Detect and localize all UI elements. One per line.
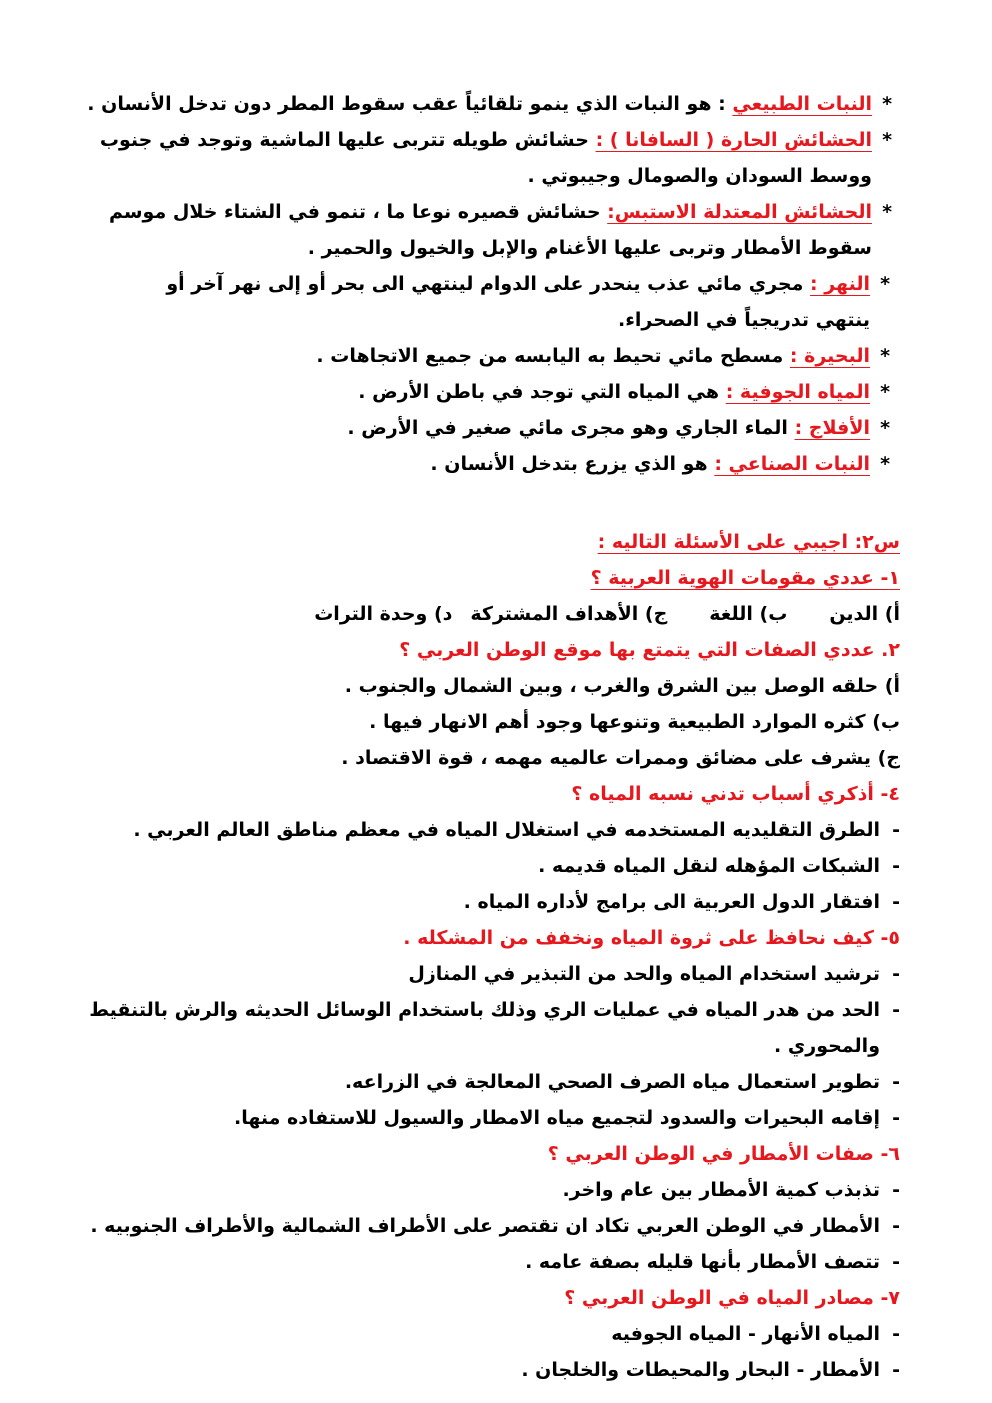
dash-bullet: -	[892, 1215, 900, 1237]
section-gap	[92, 482, 900, 524]
option: ج) الأهداف المشتركة	[470, 603, 668, 625]
answer-continuation: والمحوري .	[774, 1035, 880, 1057]
definition-text: مجري مائي عذب ينحدر على الدوام لينتهي الى بحر أو إلى نهر آخر أو	[166, 273, 804, 295]
bullet-star-icon: *	[880, 345, 890, 367]
definition-text: حشائش طويله تتربى عليها الماشية وتوجد في جنوب	[99, 129, 589, 151]
worksheet-page	[87, 86, 900, 1388]
option: د) وحدة التراث	[314, 603, 453, 625]
definition-term: الحشائش المعتدلة الاستبس:	[607, 201, 872, 223]
definition-term: الحشائش الحارة ( السافانا ) :	[595, 129, 872, 151]
question-title: ٧- مصادر المياه في الوطن العربي ؟	[564, 1287, 900, 1309]
definition-item: *النبات الطبيعي : هو النبات الذي ينمو تلقائياً عقب سقوط المطر دون تدخل الأنسان .	[92, 86, 900, 122]
answer-line: -الأمطار - البحار والمحيطات والخلجان .	[92, 1352, 900, 1388]
answer-line: -تتصف الأمطار بأنها قليله بصفة عامه .	[92, 1244, 900, 1280]
bullet-star-icon: *	[882, 129, 892, 151]
definition-term: المياه الجوفية :	[725, 381, 870, 403]
question-title: ٥- كيف نحافظ على ثروة المياه ونخفف من المشكله .	[403, 927, 900, 949]
definition-term: النبات الطبيعي	[732, 93, 872, 115]
definition-text: الماء الجاري وهو مجرى مائي صغير في الأرض .	[347, 417, 788, 439]
dash-bullet: -	[892, 1179, 900, 1201]
answer-line: ج) يشرف على مضائق وممرات عالميه مهمه ، قوة الاقتصاد .	[341, 747, 900, 769]
dash-bullet: -	[892, 855, 900, 877]
answer-line: -افتقار الدول العربية الى برامج لأداره المياه .	[92, 884, 900, 920]
section-title: س٢: اجيبي على الأسئلة التاليه :	[597, 531, 900, 553]
answer-line: -تذبذب كمية الأمطار بين عام واخر.	[92, 1172, 900, 1208]
answer-line: -ترشيد استخدام المياه والحد من التبذير في المنازل	[92, 956, 900, 992]
dash-bullet: -	[892, 963, 900, 985]
bullet-star-icon: *	[880, 417, 890, 439]
definition-term: النبات الصناعي :	[714, 453, 870, 475]
definition-term: البحيرة :	[789, 345, 870, 367]
dash-bullet: -	[892, 1323, 900, 1345]
answer-line: -الشبكات المؤهله لنقل المياه قديمه .	[92, 848, 900, 884]
definition-item	[92, 410, 900, 446]
question-title: ٤- أذكري أسباب تدني نسبه المياه ؟	[571, 783, 900, 805]
dash-bullet: -	[892, 1071, 900, 1093]
answer-line: -الأمطار في الوطن العربي تكاد ان تقتصر على الأطراف الشمالية والأطراف الجنوبيه .	[92, 1208, 900, 1244]
definition-item	[92, 194, 900, 230]
definition-item	[92, 374, 900, 410]
dash-bullet: -	[892, 891, 900, 913]
definition-continuation: ووسط السودان والصومال وجيبوتي .	[527, 165, 872, 187]
definition-item	[92, 446, 900, 482]
dash-bullet: -	[892, 1107, 900, 1129]
answer-line: -تطوير استعمال مياه الصرف الصحي المعالجة في الزراعه.	[92, 1064, 900, 1100]
definition-continuation: سقوط الأمطار وتربى عليها الأغنام والإبل والخيول والحمير .	[307, 237, 872, 259]
bullet-star-icon: *	[880, 381, 890, 403]
definition-text: هو النبات الذي ينمو تلقائياً عقب سقوط المطر دون تدخل الأنسان .	[87, 93, 712, 115]
definition-continuation: ينتهي تدريجياً في الصحراء.	[617, 309, 870, 331]
option: أ) الدين	[829, 603, 900, 625]
answer-line: -المياه الأنهار - المياه الجوفيه	[92, 1316, 900, 1352]
bullet-star-icon: *	[882, 93, 892, 115]
dash-bullet: -	[892, 999, 900, 1021]
bullet-star-icon: *	[880, 453, 890, 475]
definition-term: النهر :	[810, 273, 870, 295]
answer-line: ب) كثره الموارد الطبيعية وتنوعها وجود أهم الانهار فيها .	[369, 711, 900, 733]
answer-line: -الحد من هدر المياه في عمليات الري وذلك باستخدام الوسائل الحديثه والرش بالتنقيط	[52, 992, 900, 1028]
dash-bullet: -	[892, 1359, 900, 1381]
bullet-star-icon: *	[882, 201, 892, 223]
question-title: ٢. عددي الصفات التي يتمتع بها موقع الوطن العربي ؟	[399, 639, 900, 661]
question-title: ١- عددي مقومات الهوية العربية ؟	[590, 567, 900, 589]
definition-term: الأفلاج :	[794, 417, 870, 439]
question-title: ٦- صفات الأمطار في الوطن العربي ؟	[547, 1143, 900, 1165]
definition-text: هي المياه التي توجد في باطن الأرض .	[358, 381, 720, 403]
definition-item	[92, 266, 900, 302]
bullet-star-icon: *	[880, 273, 890, 295]
definition-text: هو الذي يزرع بتدخل الأنسان .	[430, 453, 708, 475]
definition-item	[92, 338, 900, 374]
definition-text: حشائش قصيره نوعا ما ، تنمو في الشتاء خلال موسم	[108, 201, 601, 223]
option: ب) اللغة	[709, 603, 788, 625]
dash-bullet: -	[892, 1251, 900, 1273]
definition-item	[92, 122, 900, 158]
answer-line: -الطرق التقليديه المستخدمه في استغلال المياه في معظم مناطق العالم العربي .	[92, 812, 900, 848]
answer-options	[92, 596, 900, 632]
dash-bullet: -	[892, 819, 900, 841]
definition-text: مسطح مائي تحيط به اليابسه من جميع الاتجاهات .	[316, 345, 784, 367]
answer-line: أ) حلقه الوصل بين الشرق والغرب ، وبين الشمال والجنوب .	[344, 675, 900, 697]
definitions-list	[87, 86, 900, 482]
answer-line: -إقامه البحيرات والسدود لتجميع مياه الامطار والسيول للاستفاده منها.	[92, 1100, 900, 1136]
